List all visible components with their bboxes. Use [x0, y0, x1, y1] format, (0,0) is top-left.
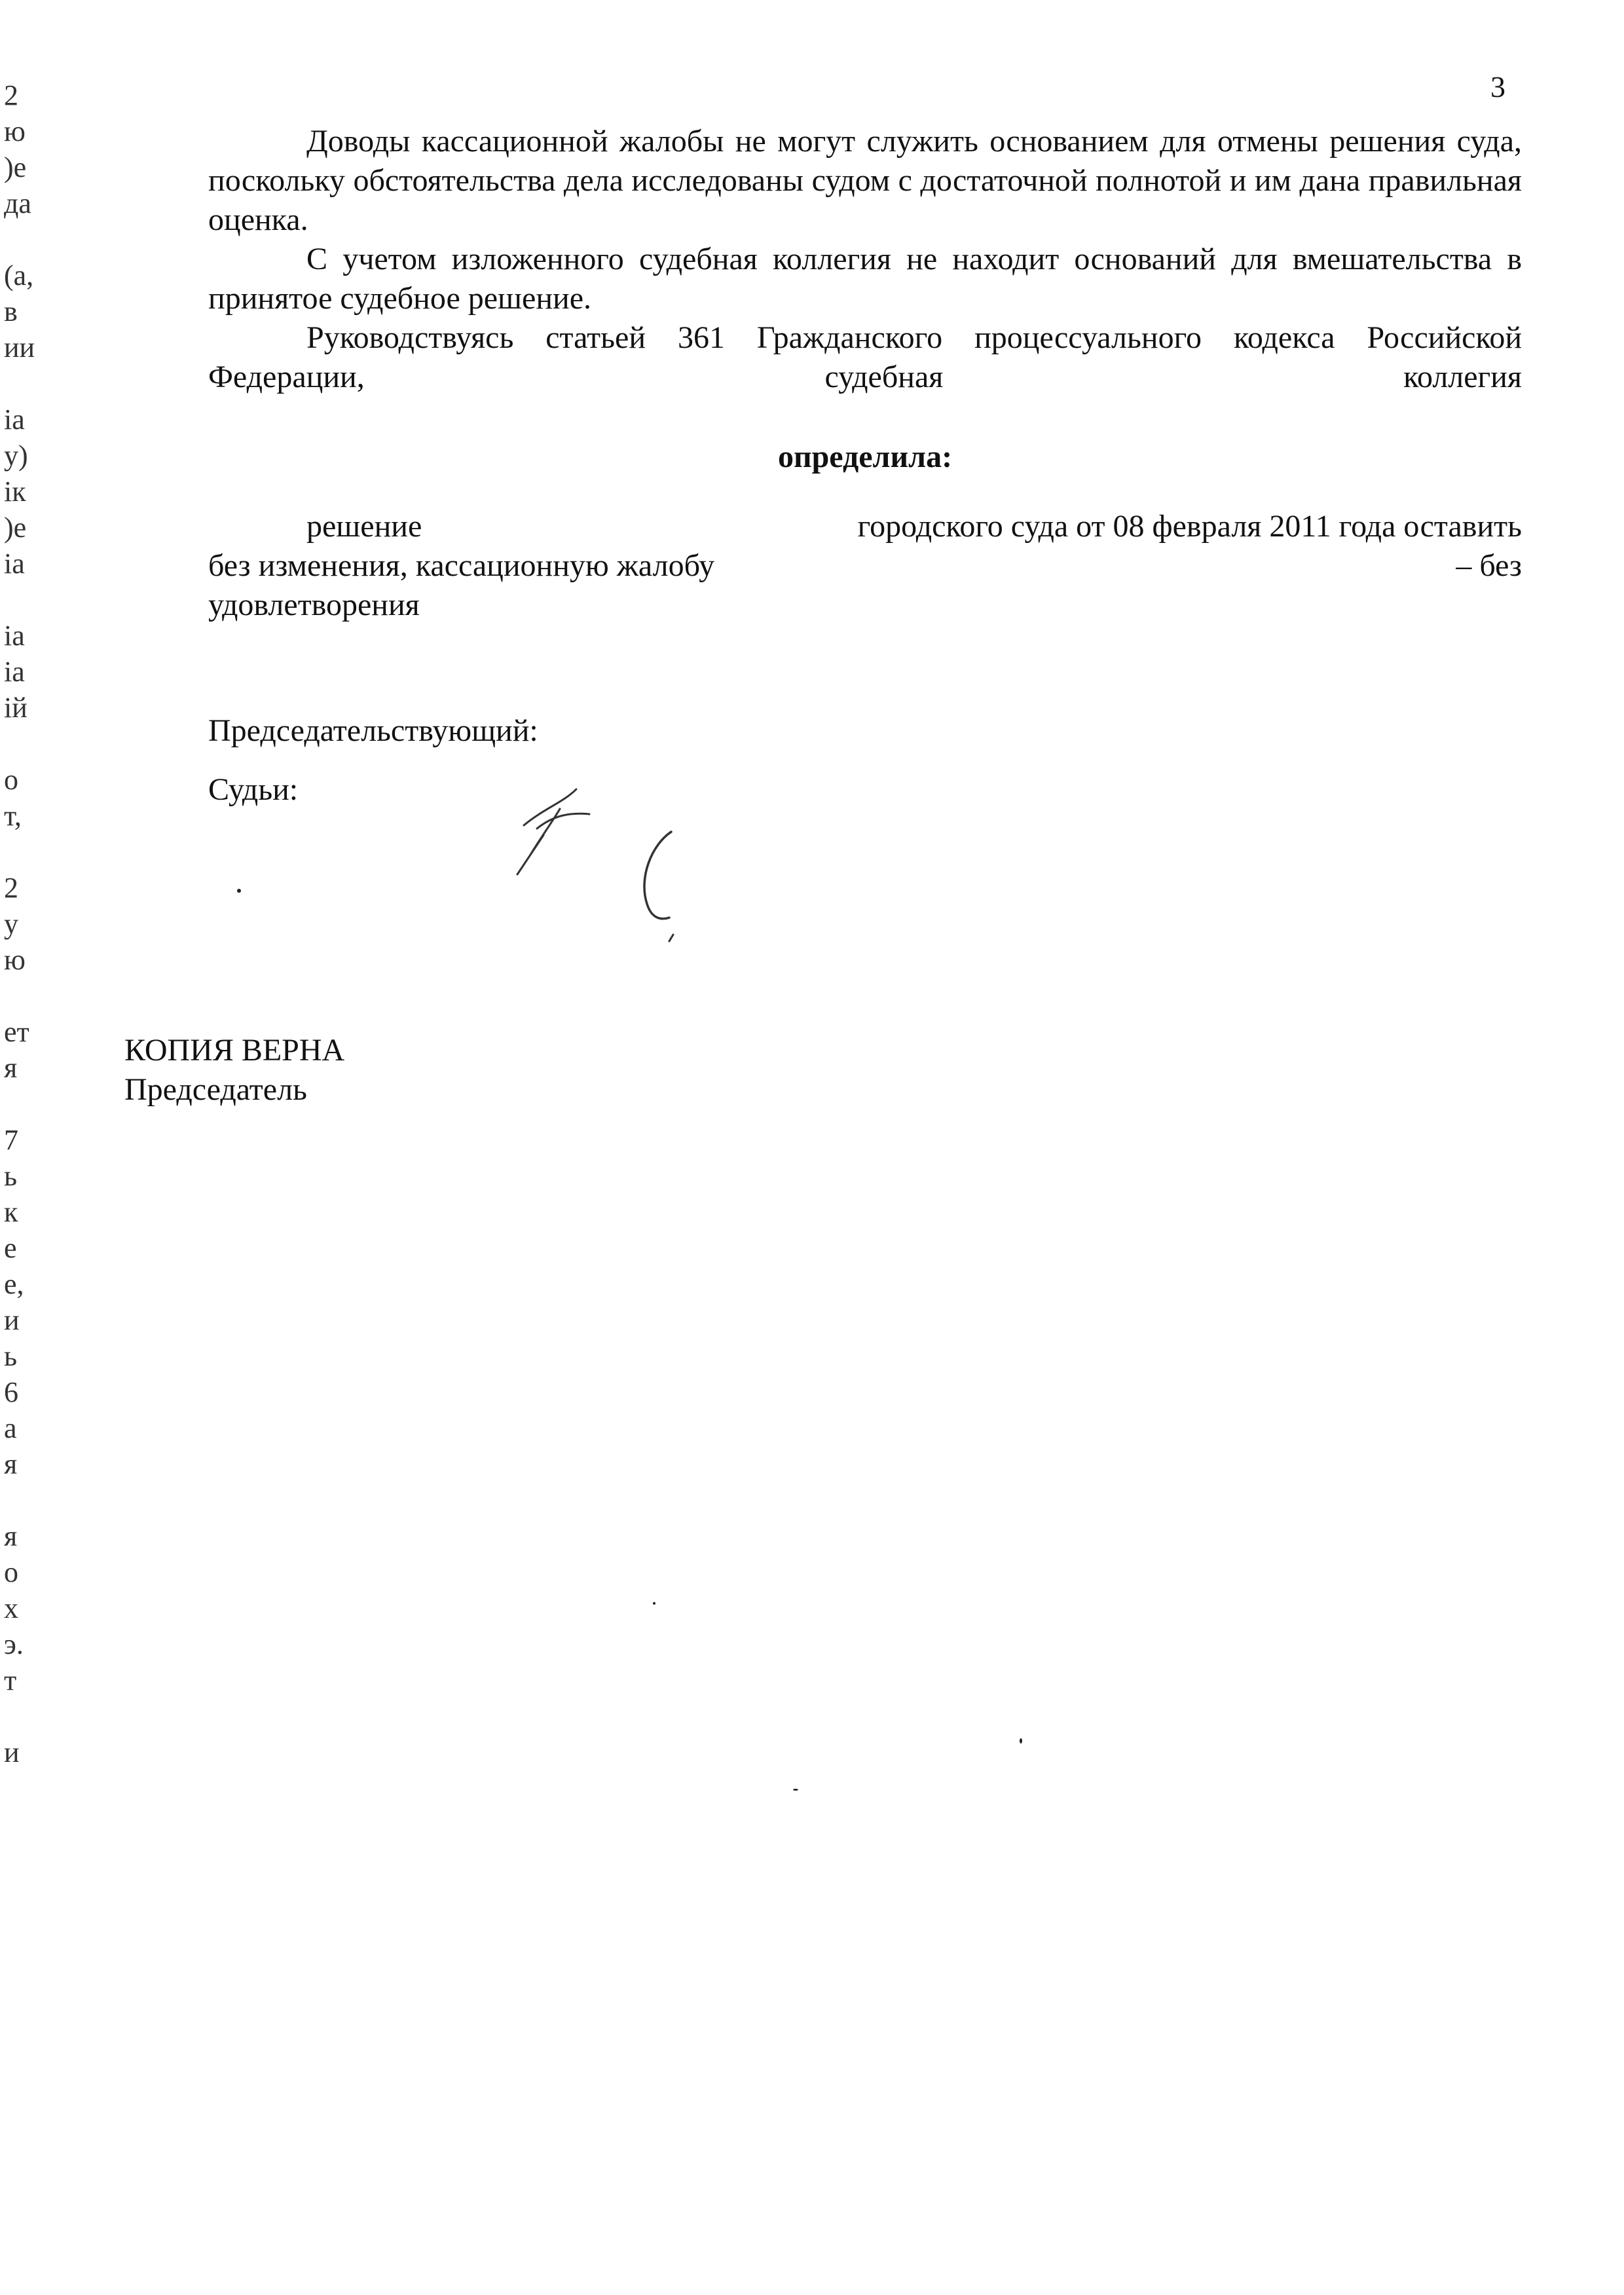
margin-fragment: [4, 221, 69, 257]
margin-fragment: а: [4, 1412, 17, 1444]
margin-fragment: 2: [4, 872, 18, 904]
margin-fragment: я: [4, 1052, 18, 1084]
margin-fragment: ій: [4, 692, 28, 724]
margin-fragment: [4, 834, 69, 870]
copy-verified-label: КОПИЯ ВЕРНА: [124, 1033, 345, 1068]
margin-fragment: [4, 978, 69, 1014]
decision-line-2-end: – без: [1456, 548, 1522, 583]
margin-fragment: іа: [4, 656, 25, 688]
paragraph-legal-basis: Руководствуясь статьей 361 Гражданского процессуального кодекса Российской Федерации, судебная коллегия: [208, 320, 1522, 394]
margin-fragment: о: [4, 764, 18, 796]
decision-line-3: [208, 586, 1522, 625]
margin-fragment: іа: [4, 548, 25, 580]
scan-speck: [1020, 1738, 1022, 1744]
decision-line-2: [208, 546, 1522, 586]
paragraph-no-grounds: С учетом изложенного судебная коллегия не находит оснований для вмешательства в принятое судебное решение.: [208, 242, 1522, 316]
margin-fragment: ет: [4, 1016, 29, 1048]
margin-fragment: о: [4, 1556, 18, 1588]
verdict-heading: определила:: [777, 439, 953, 474]
margin-fragment: [4, 1698, 69, 1734]
decision-line-1-end: городского суда от 08 февраля 2011 года оставить: [857, 509, 1522, 544]
margin-fragment: в: [4, 295, 18, 327]
handwritten-signature: [498, 763, 707, 960]
margin-fragment: я: [4, 1448, 18, 1480]
margin-fragment: 7: [4, 1124, 18, 1156]
margin-fragment: я: [4, 1520, 18, 1552]
margin-fragment: ю: [4, 115, 26, 147]
margin-fragment: ь: [4, 1160, 18, 1192]
margin-fragment: [4, 582, 69, 618]
decision-line-2-start: без изменения, кассационную жалобу: [208, 548, 715, 583]
margin-fragment: и: [4, 1304, 20, 1336]
page-number: 3: [1490, 70, 1505, 103]
decision-line-1: [208, 507, 1522, 546]
margin-fragment: да: [4, 187, 31, 219]
scan-speck: [237, 889, 241, 893]
margin-fragment: е,: [4, 1268, 24, 1300]
certification-block: [124, 1031, 344, 1110]
margin-fragment: к: [4, 1196, 18, 1228]
margin-fragment: [4, 365, 69, 401]
margin-fragment: )е: [4, 512, 27, 544]
margin-fragment: 6: [4, 1376, 18, 1408]
margin-fragment: ік: [4, 476, 26, 508]
margin-fragment: у: [4, 908, 18, 940]
margin-fragment: т,: [4, 800, 22, 832]
margin-fragment: у): [4, 439, 28, 472]
scan-speck: [653, 1602, 655, 1605]
scan-speck: [793, 1789, 798, 1791]
margin-fragment: іа: [4, 620, 25, 652]
decision-line-3-text: удовлетворения: [208, 588, 420, 622]
margin-fragment: э.: [4, 1628, 24, 1660]
decision-line-1-start: решение: [306, 509, 422, 544]
paragraph-appeal-grounds: Доводы кассационной жалобы не могут служить основанием для отмены решения суда, поскольку обстоятельства дела исследованы судом с достаточной полнотой и им дана правильная оценка.: [208, 124, 1522, 237]
margin-fragment: ю: [4, 944, 26, 976]
margin-fragment: )е: [4, 151, 27, 183]
margin-fragment: [4, 1482, 69, 1518]
margin-fragment: ии: [4, 331, 35, 364]
margin-fragment: е: [4, 1232, 17, 1264]
margin-fragment: ь: [4, 1340, 18, 1372]
signature-block: [208, 711, 538, 829]
document-body: [208, 122, 1522, 625]
decision-paragraph: [208, 507, 1522, 625]
chairman-label: Председатель: [124, 1072, 307, 1107]
presiding-judge-label: Председательствующий:: [208, 713, 538, 748]
judges-label: Судьи:: [208, 772, 299, 807]
margin-fragment: х: [4, 1592, 18, 1624]
margin-fragment: и: [4, 1736, 20, 1768]
margin-fragment: 2: [4, 79, 18, 111]
margin-fragment: т: [4, 1664, 17, 1696]
margin-fragment: ia: [4, 403, 25, 436]
margin-fragment: [4, 1086, 69, 1122]
margin-fragment: (а,: [4, 259, 34, 291]
margin-fragment: [4, 726, 69, 762]
left-margin-bleed-text: [4, 77, 69, 1770]
